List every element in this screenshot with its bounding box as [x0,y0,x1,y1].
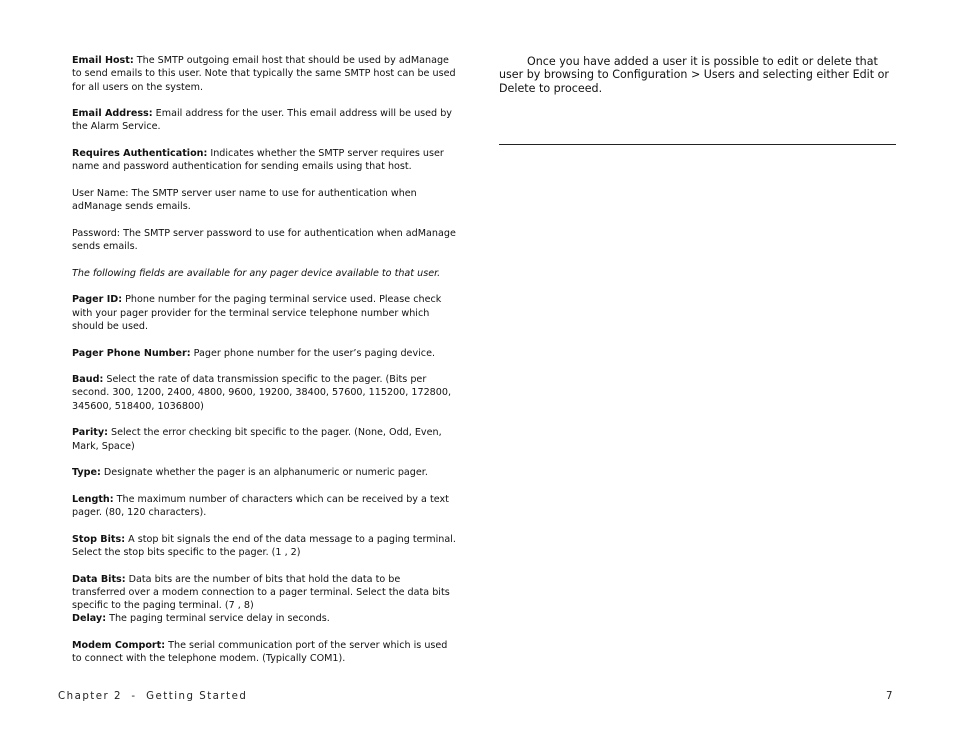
field-length [72,493,456,520]
field-label: Data Bits: [72,573,126,585]
field-text: Phone number for the paging terminal service used. Please check with your pager provider for the terminal service telephone number which should be used. [72,294,442,332]
section-divider [499,144,896,145]
field-label: Pager Phone Number: [72,347,191,359]
field-label: Pager ID: [72,294,123,306]
field-label: Parity: [72,427,108,439]
field-email-host [72,54,456,94]
field-text: Pager phone number for the user’s paging device. [190,347,436,359]
field-text: The paging terminal service delay in seconds. [106,613,330,625]
field-baud [72,373,456,413]
field-label: Stop Bits: [72,533,126,545]
field-user-name [72,187,456,214]
field-data-bits [72,573,456,613]
field-password [72,227,456,254]
field-text: Indicates whether the SMTP server requires user name and password authentication for sending emails using that host. [72,148,444,173]
field-stop-bits [72,533,456,560]
field-text: The maximum number of characters which can be received by a text pager. (80, 120 characters). [72,493,449,519]
field-type [72,466,456,479]
field-label: Type: [72,467,101,479]
field-label: Modem Comport: [72,640,166,652]
field-text: Select the error checking bit specific to the pager. (None, Odd, Even, Mark, Space) [72,427,442,452]
field-delay [72,612,456,625]
footer-chapter: Chapter 2 - Getting Started [58,691,248,702]
field-text: The SMTP outgoing email host that should be used by adManage to send emails to this user. Note that typically the same SMTP host can be used for all users on the system. [72,55,456,93]
field-text: A stop bit signals the end of the data message to a paging terminal. Select the stop bits specific to the pager. (1 , 2) [72,533,456,558]
field-text: Password: The SMTP server password to use for authentication when adManage sends emails. [72,227,456,253]
field-label: Email Host: [72,55,134,66]
field-text: User Name: The SMTP server user name to use for authentication when adManage sends emails. [72,187,417,213]
field-text: Designate whether the pager is an alphanumeric or numeric pager. [100,467,428,479]
field-text: Data bits are the number of bits that hold the data to be transferred over a modem connection to a pager terminal. Select the data bits specific to the paging terminal. (7 , 8) [72,573,450,612]
left-column [72,54,456,679]
field-pager-phone-number [72,347,456,360]
field-label: Baud: [72,374,104,386]
field-email-address [72,107,456,134]
field-label: Length: [72,493,114,505]
field-label: Delay: [72,613,107,625]
field-parity [72,426,456,453]
field-text: Select the rate of data transmission specific to the pager. (Bits per second. 300, 1200, 2400, 4800, 9600, 19200, 38400, 57600, 115200, 172800, 345600, 518400, 1036800) [72,374,452,412]
field-pager-id [72,293,456,333]
field-text: Email address for the user. This email address will be used by the Alarm Service. [72,108,452,133]
field-modem-comport [72,639,456,666]
field-requires-authentication [72,147,456,174]
pager-note: The following fields are available for any pager device available to that user. [72,267,441,279]
edit-delete-paragraph: Once you have added a user it is possible to edit or delete that user by browsing to Configuration > Users and selecting either Edit or Delete to proceed. [499,55,889,95]
field-label: Requires Authentication: [72,148,208,160]
field-label: Email Address: [72,108,153,120]
field-text: The serial communication port of the server which is used to connect with the telephone modem. (Typically COM1). [72,640,448,665]
footer-page-number: 7 [886,691,893,702]
